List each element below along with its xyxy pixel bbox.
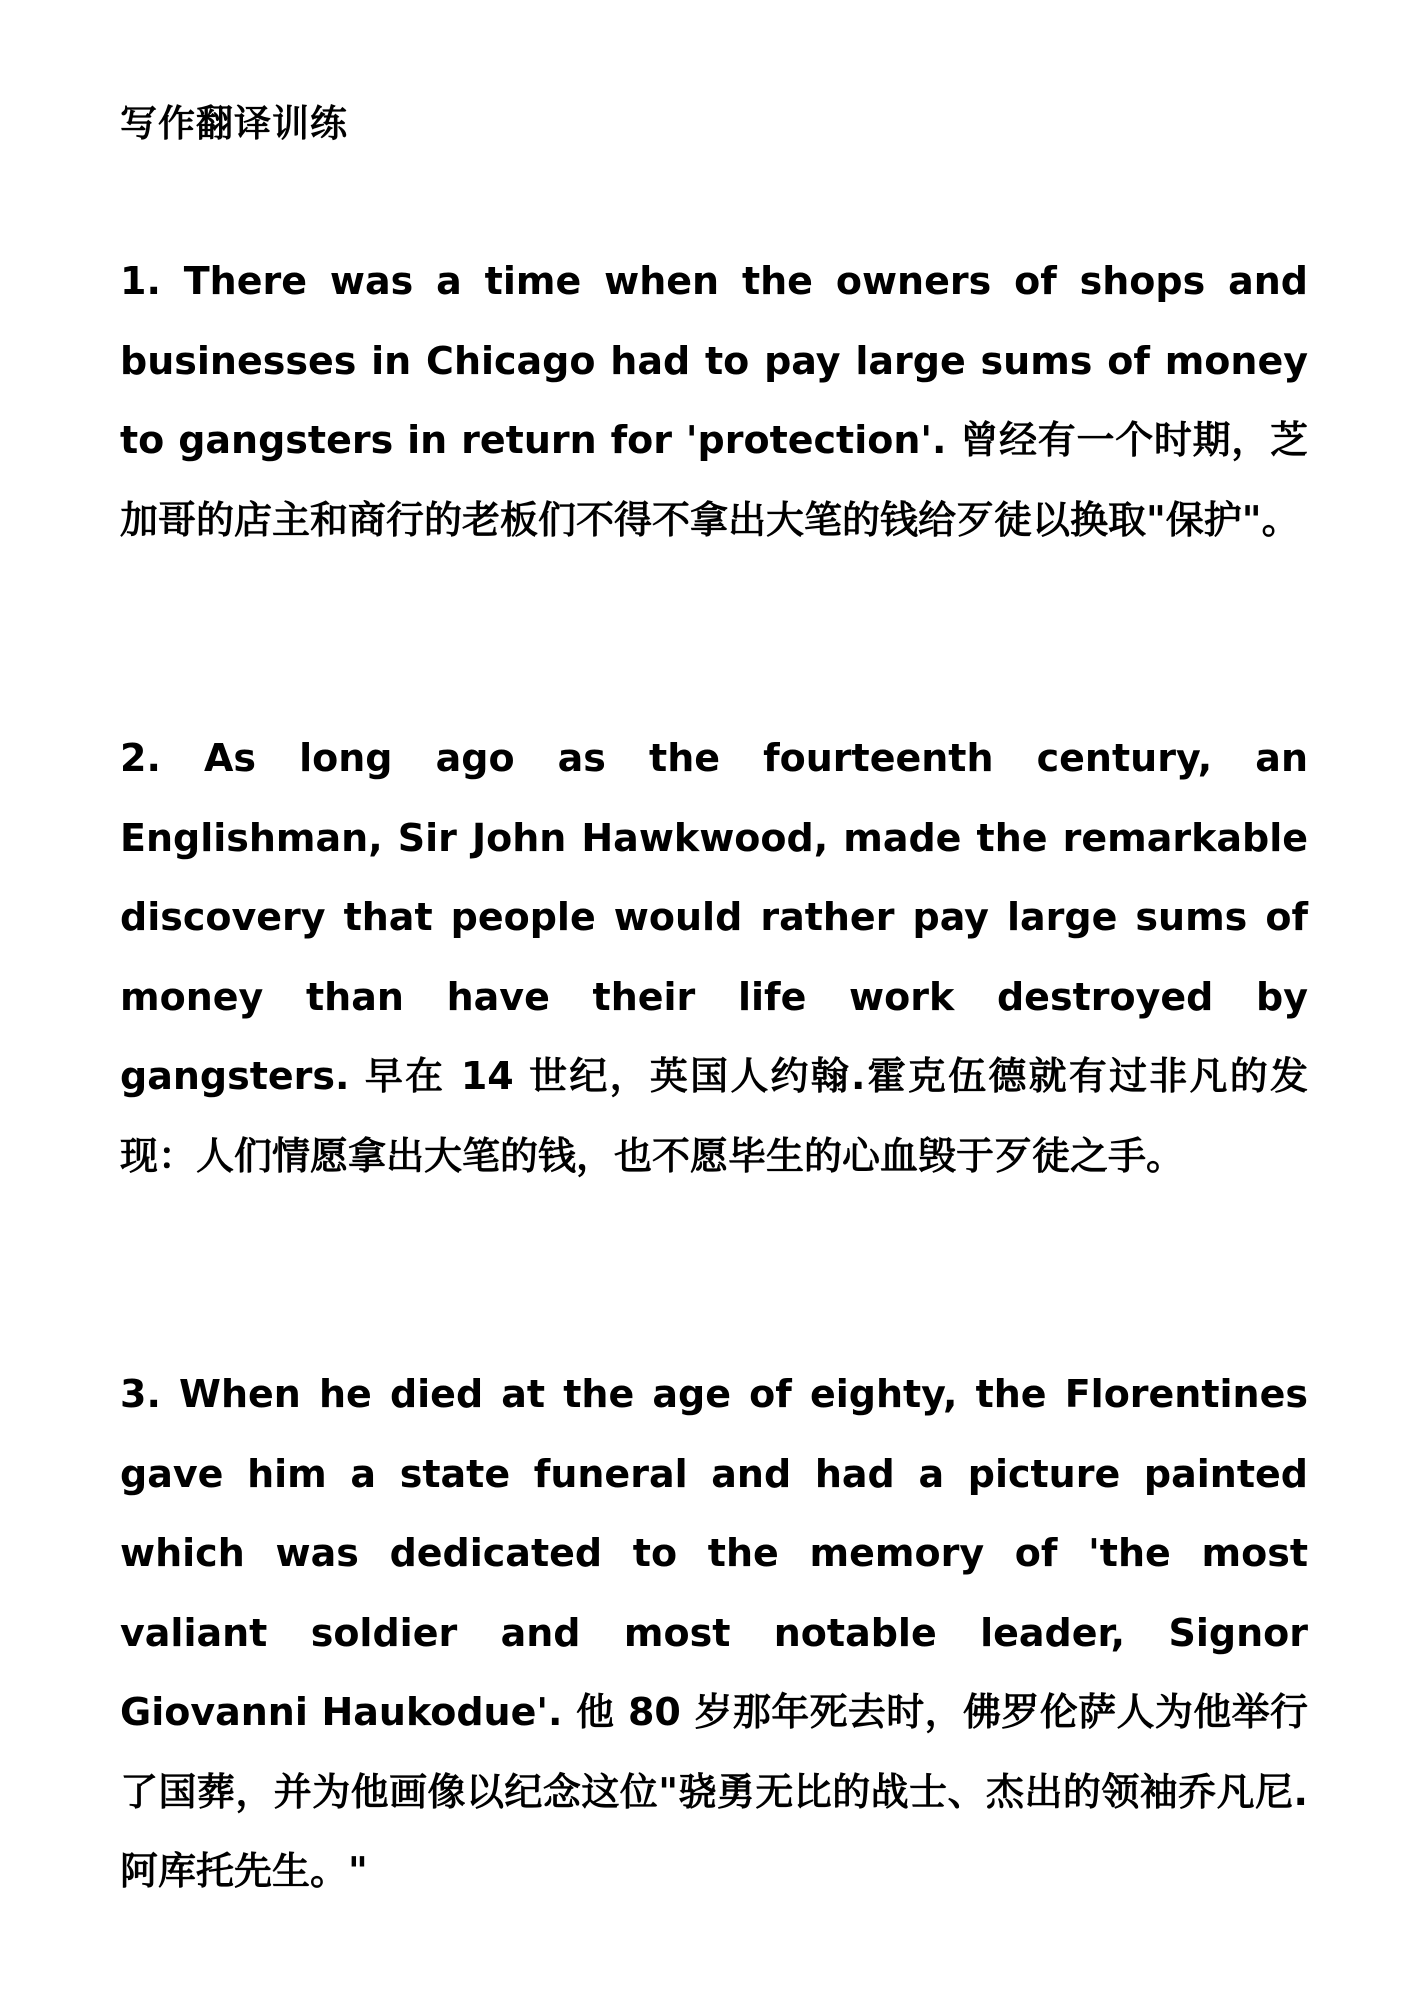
paragraph-2: 2. As long ago as the fourteenth century, an Englishman, Sir John Hawkwood, made the remarkable discovery that people would rather pay large sums of money than have their life work destroyed by gangsters. 早在 14 世纪，英国人约翰.霍克伍德就有过非凡的发现：人们情愿拿出大笔的钱，也不愿毕生的心血毁于歹徒之手。 (120, 736, 1308, 1178)
paragraph-1: 1. There was a time when the owners of shops and businesses in Chicago had to pay large sums of money to gangsters in return for 'protection'. 曾经有一个时期，芝加哥的店主和商行的老板们不得不拿出大笔的钱给歹徒以换取"保护"。 (120, 259, 1308, 542)
document-title: 写作翻译训练 (120, 102, 348, 145)
paragraph-3: 3. When he died at the age of eighty, the Florentines gave him a state funeral and had a picture painted which was dedicated to the memory of 'the most valiant soldier and most notable leader, Signor Giovanni Haukodue'. 他 80 岁那年死去时，佛罗伦萨人为他举行了国葬，并为他画像以纪念这位"骁勇无比的战士、杰出的领袖乔凡尼.阿库托先生。" (120, 1372, 1308, 1893)
